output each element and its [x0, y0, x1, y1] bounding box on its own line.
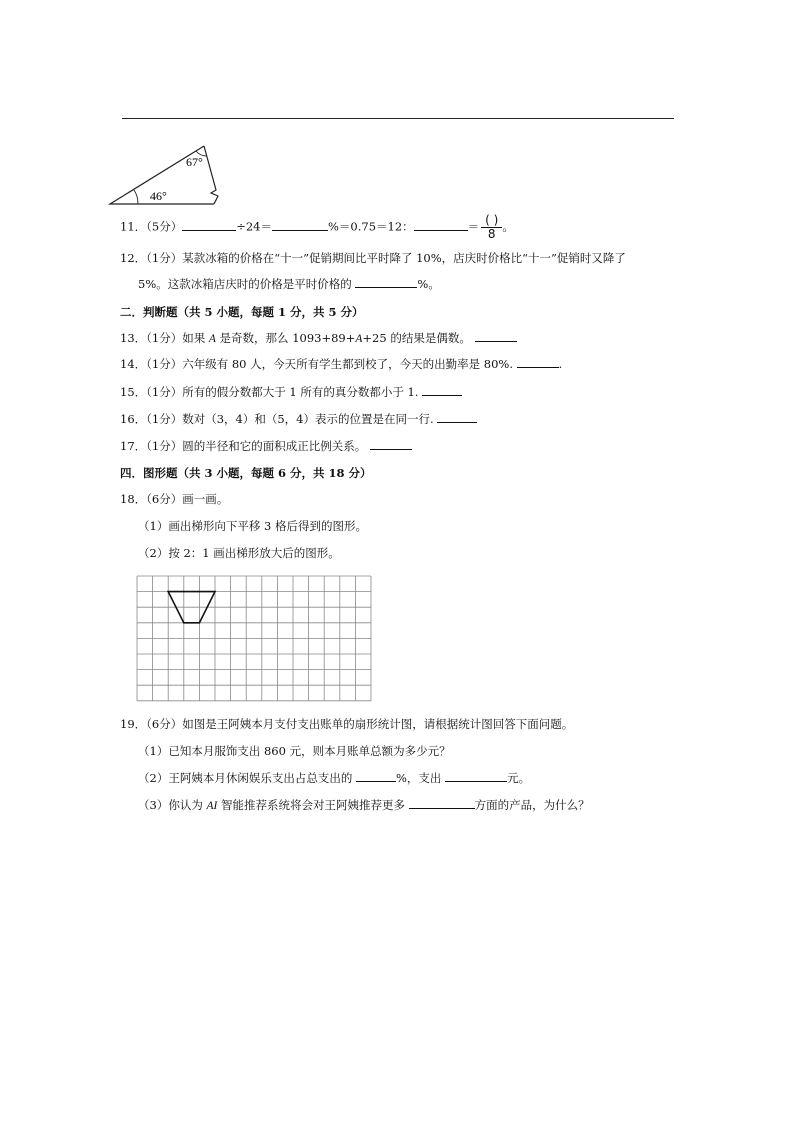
- header-rule: [122, 118, 674, 119]
- q11-prefix: 11．（5分）: [120, 219, 183, 234]
- question-19-sub3: [138, 797, 590, 814]
- question-14: [120, 356, 562, 372]
- section-figure-heading: 四．图形题（共 3 小题，每题 6 分，共 18 分）: [120, 466, 372, 480]
- q14-text-b: .: [558, 357, 563, 371]
- q19-s2-text-b: %，支出: [395, 771, 446, 785]
- q19-blank-amount[interactable]: [445, 770, 507, 782]
- q19-s2-text-a: （2）王阿姨本月休闲娱乐支出占总支出的: [138, 771, 356, 785]
- q14-text-a: 14．（1分）六年级有 80 人，今天所有学生都到校了，今天的出勤率是 80%.: [120, 357, 517, 371]
- question-11: [120, 214, 514, 241]
- q11-text-1: ÷24＝: [236, 219, 272, 234]
- question-12-line2: [138, 276, 440, 292]
- question-13: [120, 330, 517, 347]
- q11-text-2: %＝0.75＝12：: [327, 219, 414, 234]
- question-18-title: 18．（6分）画一画。: [120, 492, 229, 506]
- q19-s3-text-b: 智能推荐系统将会对王阿姨推荐更多: [217, 798, 409, 812]
- q12-text-a: 5%。这款冰箱店庆时的价格是平时价格的: [138, 277, 356, 291]
- q16-text-a: 16．（1分）数对（3，4）和（5，4）表示的位置是在同一行.: [120, 412, 438, 426]
- q15-text-a: 15．（1分）所有的假分数都大于 1 所有的真分数都小于 1.: [120, 385, 423, 399]
- q13-var: A: [208, 333, 216, 345]
- q11-end: 。: [502, 219, 514, 234]
- q11-fraction: [481, 214, 502, 241]
- q19-blank-category[interactable]: [409, 797, 475, 809]
- angle-top-label: 67°: [186, 155, 203, 169]
- question-19-sub1: （1）已知本月服饰支出 860 元，则本月账单总额为多少元？: [138, 744, 451, 758]
- triangle-figure: [108, 136, 228, 208]
- question-17: [120, 438, 412, 454]
- q17-text-a: 17．（1分）圆的半径和它的面积成正比例关系。: [120, 439, 370, 453]
- q13-text-c: +25 的结果是偶数。: [362, 331, 475, 345]
- q14-blank[interactable]: [517, 356, 559, 368]
- q15-blank[interactable]: [422, 384, 462, 396]
- q16-blank[interactable]: [437, 411, 477, 423]
- q11-text-3: ＝: [467, 219, 480, 234]
- q13-text-b: 是奇数，那么 1093+89+: [215, 331, 356, 345]
- q13-blank[interactable]: [475, 330, 517, 342]
- q19-s2-text-c: 元。: [507, 771, 531, 785]
- question-16: [120, 411, 477, 427]
- drawing-grid[interactable]: [136, 575, 376, 703]
- section-judgement-heading: 二．判断题（共 5 小题，每题 1 分，共 5 分）: [120, 305, 364, 319]
- q11-blank-2[interactable]: [272, 219, 328, 231]
- q19-s3-text-a: （3）你认为: [138, 798, 207, 812]
- q19-s3-text-c: 方面的产品，为什么？: [474, 798, 590, 812]
- q17-blank[interactable]: [370, 438, 412, 450]
- q12-text-b: %。: [417, 277, 440, 291]
- question-12-line1: 12．（1分）某款冰箱的价格在“十一”促销期间比平时降了 10%，店庆时价格比“十一”促销时又降了: [120, 251, 626, 265]
- question-18-sub2: （2）按 2：1 画出梯形放大后的图形。: [138, 546, 340, 560]
- angle-bottom-label: 46°: [150, 189, 167, 203]
- q13-var2: A: [355, 333, 363, 345]
- q12-blank[interactable]: [355, 276, 417, 288]
- question-18-sub1: （1）画出梯形向下平移 3 格后得到的图形。: [138, 519, 367, 533]
- question-19-sub2: [138, 770, 530, 786]
- question-19-title: 19．（6分）如图是王阿姨本月支付支出账单的扇形统计图，请根据统计图回答下面问题。: [120, 717, 574, 731]
- q13-text-a: 13．（1分）如果: [120, 331, 209, 345]
- q19-blank-percent[interactable]: [356, 770, 396, 782]
- q11-fraction-denominator: 8: [487, 227, 496, 241]
- q19-s3-ai: AI: [206, 800, 218, 812]
- q11-blank-3[interactable]: [414, 219, 468, 231]
- q11-fraction-numerator[interactable]: ( ): [481, 214, 502, 228]
- question-15: [120, 384, 462, 400]
- q11-blank-1[interactable]: [182, 219, 236, 231]
